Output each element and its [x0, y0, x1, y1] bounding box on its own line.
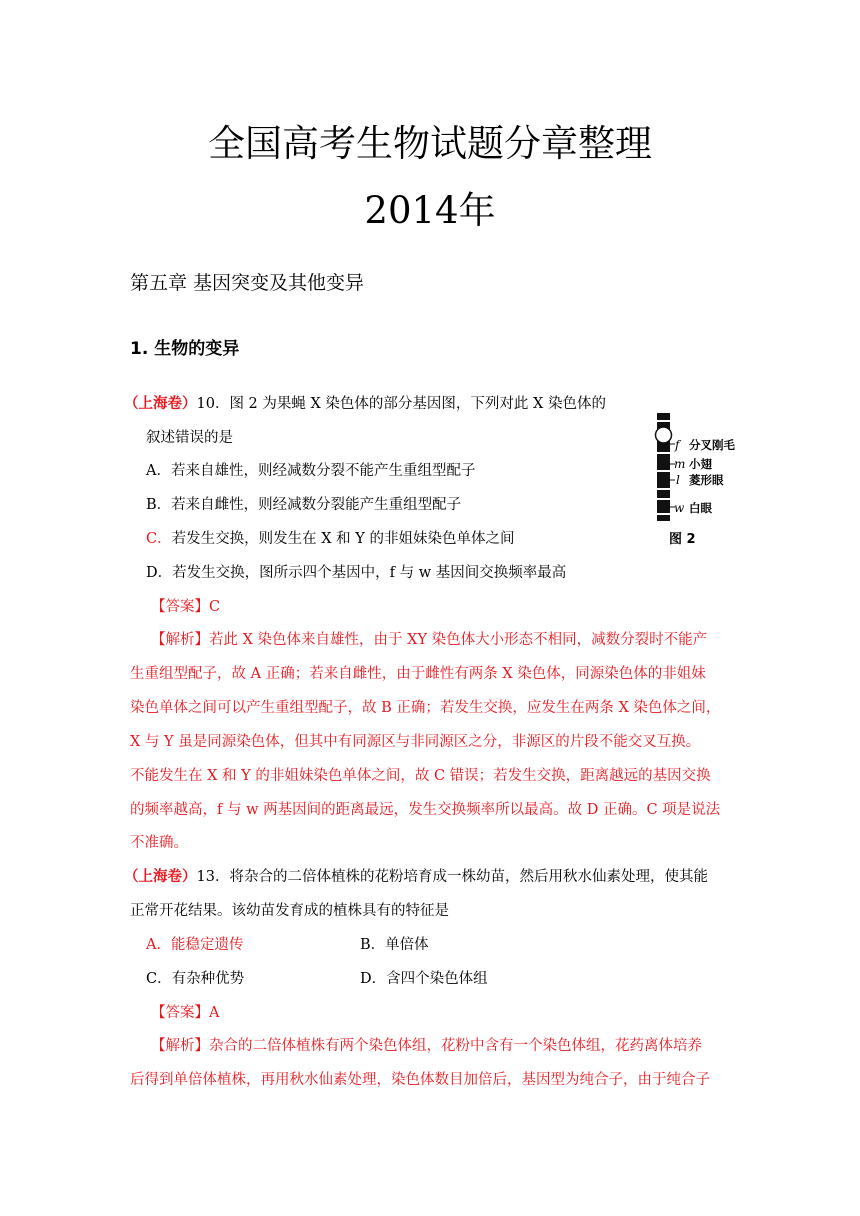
chapter-heading: 第五章 基因突变及其他变异	[130, 272, 365, 294]
document-title: 全国高考生物试题分章整理	[208, 122, 652, 165]
q10-option-c-text: 若发生交换，则发生在 X 和 Y 的非姐妹染色单体之间	[171, 531, 515, 547]
gene-symbol-l: l	[676, 473, 680, 487]
q10-answer-tag: 【答案】	[151, 599, 209, 615]
q13-analysis-tag: 【解析】	[151, 1038, 209, 1054]
q10-stem-text: 10．图 2 为果蝇 X 染色体的部分基因图，下列对此 X 染色体的	[196, 396, 606, 412]
q13-analysis-line-1: 后得到单倍体植株，再用秋水仙素处理，染色体数目加倍后，基因型为纯合子，由于纯合子	[130, 1072, 710, 1088]
gene-name-m: 小翅	[689, 457, 712, 471]
centromere-icon	[656, 427, 672, 443]
q13-option-b: B．单倍体	[360, 937, 429, 953]
gene-symbol-m: m	[674, 457, 686, 471]
gene-name-f: 分叉刚毛	[689, 438, 735, 452]
q13-stem-text: 13．将杂合的二倍体植株的花粉培育成一株幼苗，然后用秋水仙素处理，使其能	[196, 869, 708, 885]
q13-answer-tag: 【答案】	[151, 1005, 209, 1021]
chromosome-diagram	[647, 410, 767, 528]
q13-answer-value: A	[209, 1005, 220, 1021]
gene-name-l: 菱形眼	[689, 473, 724, 487]
q10-source: （上海卷）	[124, 395, 197, 412]
q10-option-c	[146, 529, 514, 549]
q10-option-a: A．若来自雄性，则经减数分裂不能产生重组型配子	[146, 463, 476, 479]
q10-analysis-line-3: X 与 Y 虽是同源染色体，但其中有同源区与非同源区之分，非源区的片段不能交叉互换。	[130, 734, 701, 750]
q13-option-a: A．能稳定遗传	[146, 937, 244, 953]
q13-source: （上海卷）	[124, 868, 197, 885]
chromosome-figure	[647, 410, 767, 550]
gene-symbol-w: w	[674, 501, 685, 515]
q10-answer-value: C	[209, 599, 221, 615]
q10-analysis-line-6: 不准确。	[130, 835, 188, 851]
q13-analysis-text: 杂合的二倍体植株有两个染色体组，花粉中含有一个染色体组，花药离体培养	[209, 1038, 702, 1054]
q13-answer	[151, 1003, 219, 1023]
q10-analysis-line-2: 染色单体之间可以产生重组型配子，故 B 正确；若发生交换，应发生在两条 X 染色体之间，	[130, 700, 721, 716]
q13-option-d: D．含四个染色体组	[360, 971, 488, 987]
q10-stem-line-2: 叙述错误的是	[146, 430, 233, 446]
figure-caption: 图 2	[669, 532, 696, 547]
document-year: 2014年	[364, 189, 496, 232]
q10-answer	[151, 597, 220, 617]
q13-stem-line-2: 正常开花结果。该幼苗发育成的植株具有的特征是	[130, 903, 449, 919]
gene-symbol-f: f	[675, 438, 680, 452]
q10-analysis-line-4: 不能发生在 X 和 Y 的非姐妹染色单体之间，故 C 错误；若发生交换，距离越远的基因交换	[130, 768, 711, 784]
gene-name-w: 白眼	[689, 501, 712, 515]
section-heading: 1. 生物的变异	[130, 339, 240, 359]
q10-analysis-line-1: 生重组型配子，故 A 正确；若来自雌性，由于雌性有两条 X 染色体，同源染色体的非姐妹	[130, 666, 706, 682]
q13-stem-line-1	[124, 867, 708, 887]
q10-analysis-line-0	[151, 630, 707, 650]
q13-option-c: C．有杂种优势	[146, 971, 245, 987]
q10-analysis-tag: 【解析】	[151, 632, 209, 648]
q10-stem-line-1	[124, 394, 606, 414]
q10-option-d: D．若发生交换，图所示四个基因中，f 与 w 基因间交换频率最高	[146, 565, 567, 581]
q10-option-c-letter: C．	[146, 531, 172, 547]
q10-option-b: B．若来自雌性，则经减数分裂能产生重组型配子	[146, 497, 462, 513]
q10-analysis-line-5: 的频率越高，f 与 w 两基因间的距离最远，发生交换频率所以最高。故 D 正确。C 项是说法	[130, 802, 721, 818]
q10-analysis-text: 若此 X 染色体来自雄性，由于 XY 染色体大小形态不相同，减数分裂时不能产	[209, 632, 708, 648]
q13-analysis-line-0	[151, 1036, 702, 1056]
